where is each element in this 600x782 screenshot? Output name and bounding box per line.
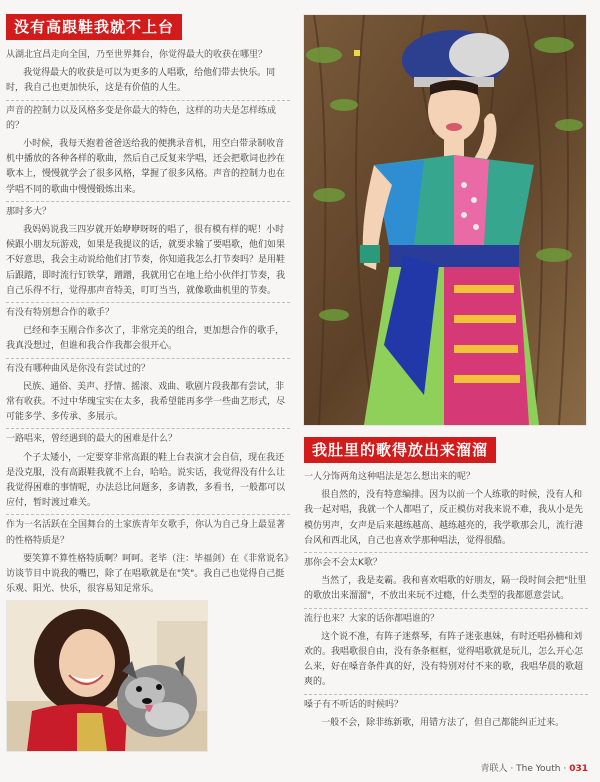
interview-answer: 小时候，我每天抱着爸爸送给我的便携录音机，用空白带录制收音机中播放的各种各样的歌曲，然后自己反复来学唱，还会把歌词也抄在歌本上，慢慢就学会了很多风格，掌握了很多风格。声音的控制力也在学唱不同的歌曲中慢慢锻炼出来。	[6, 139, 286, 195]
left-section-title: 没有高跟鞋我就不上台	[6, 14, 182, 40]
interview-question: 那时多大？	[6, 206, 52, 217]
interview-question: 声音的控制力以及风格多变是你最大的特色，这样的功夫是怎样练成的？	[6, 105, 277, 131]
interview-answer: 我妈妈说我三四岁就开始咿咿呀呀的唱了，很有模有样的呢！小时候跟小朋友玩游戏，如果是我提议的话，就要求输了要唱歌，他们如果不好意思，我会主动说给他们打节奏，你知道我怎么打节奏吗？是用鞋后跟踏，即时流行钉铁掌，蹭蹭，我就用它在地上给小伙伴打节奏，我自己乐得不行，觉得那声音特美，叮叮当当，就像歌曲机里的节奏。	[6, 225, 286, 296]
left-article-column	[6, 48, 290, 601]
costume-portrait-photo	[303, 14, 587, 426]
interview-question: 从湖北宜昌走向全国，乃至世界舞台，你觉得最大的收获在哪里？	[6, 50, 268, 60]
interview-question: 有没有特别想合作的歌手？	[6, 308, 115, 319]
interview-question: 那你会不会太K歌？	[304, 558, 382, 569]
interview-answer: 要笑算不算性格特质啊？呵呵。老毕（注：毕福剑）在《非常说名》访谈节目中说我的嘴巴，除了在唱歌就是在"笑"。我自己也觉得自己挺乐观、阳光、快乐，很容易知足常乐。	[6, 553, 289, 595]
right-section-title: 我肚里的歌得放出来溜溜	[304, 437, 496, 463]
section-divider	[6, 358, 290, 359]
section-divider	[304, 552, 588, 553]
interview-question: 有没有哪种曲风是你没有尝试过的？	[6, 363, 151, 374]
magazine-name: 青联人 · The Youth ·	[480, 764, 567, 774]
interview-answer: 已经和李玉刚合作多次了，非常完美的组合，更加想合作的歌手，我真没想过，但谁和我合作我都会很开心。	[6, 326, 285, 352]
interview-answer: 一般不会，除非练新歌，用错方法了，但自己都能纠正过来。	[321, 717, 565, 728]
singer-with-dog-image	[7, 601, 207, 751]
section-divider	[6, 302, 290, 303]
interview-answer: 这个说不准，有阵子迷蔡琴，有阵子迷张惠妹，有时还唱孙楠和刘欢的。我唱歌很自由，没有条条框框，觉得唱歌就是玩儿，怎么开心怎么来，好在嗓音条件真的好，没有特别对付不来的歌，我唱华晨的歌超爽的。	[304, 631, 584, 688]
interview-question: 流行也来？大家的话你都唱谁的？	[304, 613, 440, 624]
singer-with-dog-photo	[6, 600, 208, 752]
section-divider	[304, 608, 588, 609]
section-divider	[6, 201, 290, 202]
interview-question: 一人分饰两角这种唱法是怎么想出来的呢？	[304, 472, 476, 482]
page-number: 031	[569, 764, 588, 774]
interview-answer: 民族、通俗、美声、抒情、摇滚、戏曲、歌剧片段我都有尝试，非常有收获。不过中华瑰宝实在太多，我希望能再多学一些曲艺形式，尽可能多学、多传承、多展示。	[6, 381, 286, 423]
interview-answer: 当然了，我是麦霸。我和喜欢唱歌的好朋友，隔一段时间会把"肚里的歌放出来溜溜"，不放出来玩不过瘾，什么类型的我都愿意尝试。	[304, 576, 587, 602]
section-divider	[6, 100, 290, 101]
section-divider	[6, 428, 290, 429]
interview-question: 作为一名活跃在全国舞台的土家族青年女歌手，你认为自己身上最显著的性格特质是？	[6, 520, 286, 546]
section-divider	[6, 514, 290, 515]
interview-answer: 个子太矮小，一定要穿非常高跟的鞋上台表演才会自信，现在我还是没克服，没有高跟鞋我就不上台，哈哈。说实话，我觉得没有什么让我觉得困难的事情呢，办法总比问题多，多请教，多看书，一般都可以应付，暂时渡过难关。	[6, 452, 286, 509]
section-divider	[304, 694, 588, 695]
interview-answer: 很自然的，没有特意编排。因为以前一个人练歌的时候，没有人和我一起对唱，我就一个人都唱了，反正模仿对我来说不难，我从小是先模仿男声，女声是后来越练越高、越练越亮的，我学歌那会儿，流行港台风和西北风，自己也喜欢学那种唱法，觉得很酷。	[304, 490, 584, 546]
interview-answer: 我觉得最大的收获是可以为更多的人唱歌，给他们带去快乐。同时，我自己也更加快乐，这是有价值的人生。	[6, 68, 276, 94]
costume-portrait-image	[304, 15, 586, 425]
page-footer	[481, 761, 588, 774]
interview-question: 嗓子有不听话的时候吗？	[304, 699, 404, 710]
right-article-column	[304, 470, 588, 734]
interview-question: 一路唱来，曾经遇到的最大的困难是什么？	[6, 434, 178, 445]
